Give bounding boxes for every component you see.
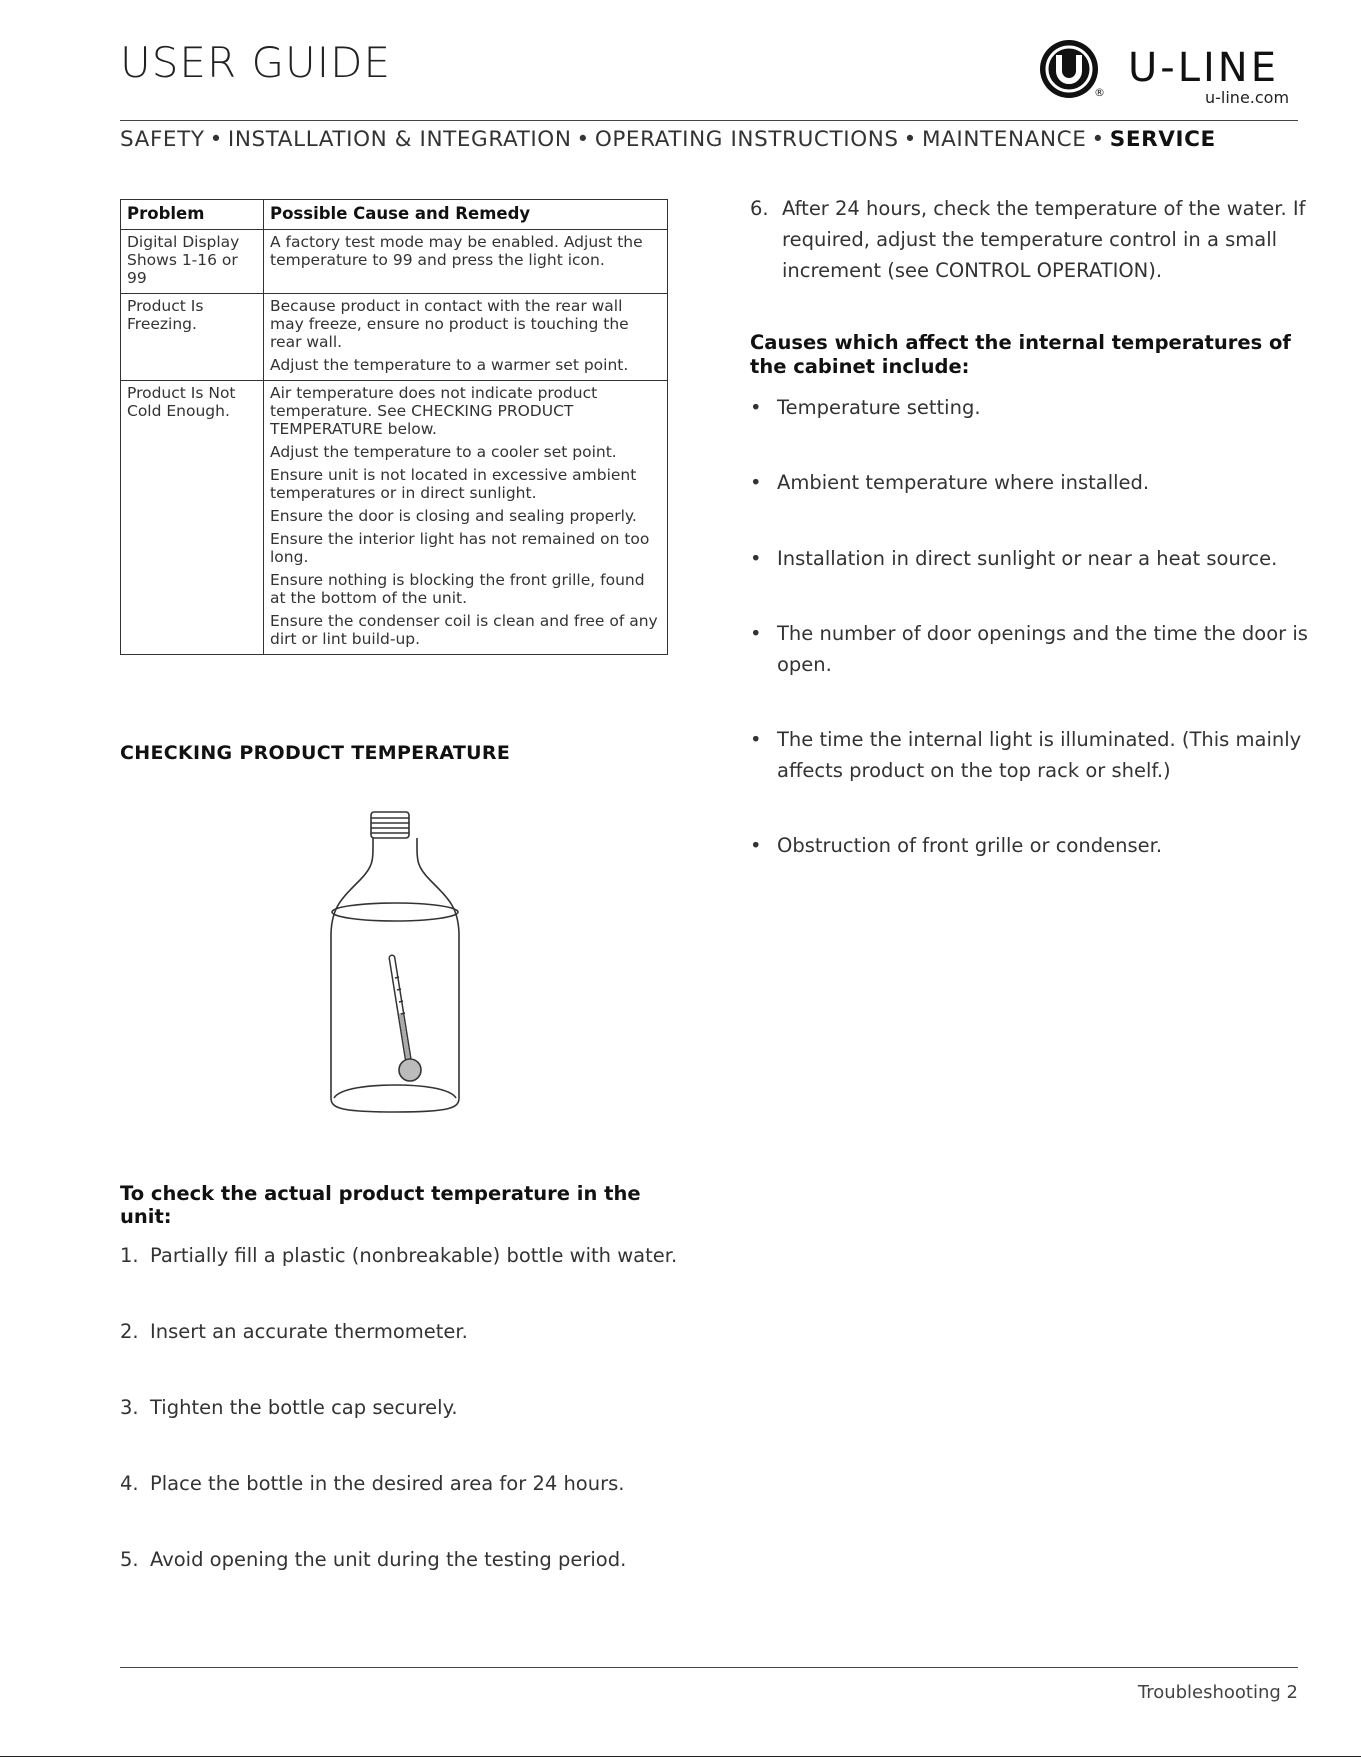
list-item	[120, 1472, 677, 1548]
nav-item-operating: OPERATING INSTRUCTIONS	[594, 127, 899, 152]
remedy-text: Because product in contact with the rear wall may freeze, ensure no product is touching the rear wall.	[270, 297, 629, 351]
bullet-icon: •	[750, 728, 762, 751]
problem-cell: Product Is Freezing.	[121, 294, 264, 381]
remedy-text: Adjust the temperature to a warmer set point.	[270, 356, 629, 374]
bottle-thermometer-icon	[320, 808, 470, 1128]
list-item	[750, 467, 1310, 498]
remedy-text: Ensure the condenser coil is clean and free of any dirt or lint build-up.	[270, 612, 658, 648]
page-edge-line	[0, 1756, 1361, 1757]
nav-item-maintenance: MAINTENANCE	[921, 127, 1087, 152]
bullet-icon: •	[750, 471, 762, 494]
step-number: 6.	[750, 197, 769, 220]
remedy-text: Air temperature does not indicate product temperature. See CHECKING PRODUCT TEMPERATURE below.	[270, 384, 598, 438]
step-number: 2.	[120, 1320, 139, 1343]
step-number: 5.	[120, 1548, 139, 1571]
remedy-text: Ensure the door is closing and sealing properly.	[270, 507, 637, 525]
problem-cell: Product Is Not Cold Enough.	[121, 381, 264, 655]
remedy-cell	[264, 381, 668, 655]
remedy-text: Ensure nothing is blocking the front grille, found at the bottom of the unit.	[270, 571, 645, 607]
table-header-remedy: Possible Cause and Remedy	[264, 200, 668, 230]
nav-item-service: SERVICE	[1109, 127, 1216, 152]
check-temperature-subheading: To check the actual product temperature in the unit:	[120, 1182, 641, 1228]
step-six	[750, 193, 1310, 286]
step-number: 1.	[120, 1244, 139, 1267]
table-header-problem: Problem	[121, 200, 264, 230]
troubleshooting-table	[120, 199, 668, 655]
cause-text: The time the internal light is illuminated. (This mainly affects product on the top rack or shelf.)	[777, 728, 1302, 782]
step-text: Tighten the bottle cap securely.	[150, 1396, 458, 1419]
section-nav	[120, 127, 1298, 152]
list-item	[120, 1396, 677, 1472]
table-row	[121, 294, 668, 381]
list-item	[750, 543, 1310, 574]
cause-text: Ambient temperature where installed.	[777, 471, 1150, 494]
list-item	[120, 1548, 677, 1624]
nav-separator: •	[903, 127, 917, 152]
registered-mark: ®	[1094, 86, 1105, 99]
step-text: After 24 hours, check the temperature of the water. If required, adjust the temperature control in a small increment (see CONTROL OPERATION).	[782, 197, 1306, 282]
brand-name: U-LINE	[1128, 45, 1279, 91]
cause-text: Temperature setting.	[777, 396, 981, 419]
bullet-icon: •	[750, 396, 762, 419]
remedy-text: Adjust the temperature to a cooler set point.	[270, 443, 617, 461]
list-item	[750, 830, 1310, 861]
footer-divider	[120, 1667, 1298, 1668]
table-row	[121, 230, 668, 294]
problem-cell: Digital Display Shows 1-16 or 99	[121, 230, 264, 294]
table-row	[121, 381, 668, 655]
nav-separator: •	[1091, 127, 1105, 152]
bullet-icon: •	[750, 547, 762, 570]
brand-url: u-line.com	[1205, 88, 1290, 107]
step-text: Avoid opening the unit during the testing period.	[150, 1548, 627, 1571]
nav-item-installation: INSTALLATION & INTEGRATION	[227, 127, 572, 152]
step-number: 3.	[120, 1396, 139, 1419]
cause-text: Installation in direct sunlight or near a heat source.	[777, 547, 1278, 570]
causes-heading: Causes which affect the internal temperatures of the cabinet include:	[750, 331, 1291, 378]
bullet-icon: •	[750, 834, 762, 857]
step-text: Place the bottle in the desired area for 24 hours.	[150, 1472, 625, 1495]
header-divider	[120, 120, 1298, 121]
nav-item-safety: SAFETY	[120, 127, 205, 152]
bullet-icon: •	[750, 622, 762, 645]
list-item	[750, 724, 1310, 786]
remedy-text: Ensure the interior light has not remained on too long.	[270, 530, 650, 566]
page-footer-label: Troubleshooting 2	[1137, 1682, 1298, 1703]
remedy-cell	[264, 230, 668, 294]
nav-separator: •	[576, 127, 590, 152]
cause-text: The number of door openings and the time the door is open.	[777, 622, 1308, 676]
list-item	[750, 392, 1310, 423]
list-item	[120, 1244, 677, 1320]
list-item	[120, 1320, 677, 1396]
step-text: Partially fill a plastic (nonbreakable) bottle with water.	[150, 1244, 678, 1267]
list-item	[750, 618, 1310, 680]
cause-text: Obstruction of front grille or condenser.	[777, 834, 1163, 857]
step-text: Insert an accurate thermometer.	[150, 1320, 468, 1343]
table-header-row	[121, 200, 668, 230]
temperature-steps-list	[120, 1244, 677, 1624]
step-number: 4.	[120, 1472, 139, 1495]
remedy-text: Ensure unit is not located in excessive ambient temperatures or in direct sunlight.	[270, 466, 637, 502]
document-title: USER GUIDE	[120, 38, 392, 87]
remedy-cell	[264, 294, 668, 381]
checking-temperature-heading: CHECKING PRODUCT TEMPERATURE	[120, 742, 511, 764]
remedy-text: A factory test mode may be enabled. Adjust the temperature to 99 and press the light icon.	[270, 233, 643, 269]
nav-separator: •	[209, 127, 223, 152]
